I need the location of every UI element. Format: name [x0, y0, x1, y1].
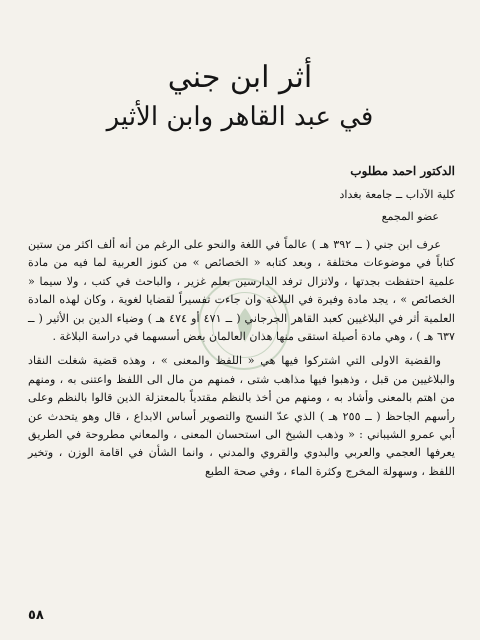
body-paragraph: عرف ابن جني ( ــ ٣٩٢ هـ ) عالماً في اللغة والنحو على الرغم من أنه ألف اكثر من ستين كتاباً في موضوعات مختلفة ، وبعد كتابه « الخصائص » من كنوز العربية لما فيه من مادة علمية احتفظت بجدتها ، ولاتزال ترفد الدارسين بعلم غزير ، والباحث في كتب ، ولا سيما « الخصائص » ، يجد مادة وفيرة في البلاغة وان جاءت تفسيراً لقضايا لغوية ، وكان لهذه المادة العلمية أثر في البلاغيين كعبد القاهر الجرجاني ( ــ ٤٧١ أو ٤٧٤ هـ ) وضياء الدين بن الأثير ( ــ ٦٣٧ هـ ) ، وهي مادة أصيلة استقى منها هذان العالمان بعض أسسهما في دراسة البلاغة . — [28, 238, 455, 344]
body-paragraph: والقضية الاولى التي اشتركوا فيها هي « اللفظ والمعنى » ، وهذه قضية شغلت النقاد والبلاغيين من قبل ، وذهبوا فيها مذاهب شتى ، فمنهم من مال الى اللفظ واعتنى به ، ومنهم من اهتم بالمعنى وأشاد به ، ومنهم من أخذ بالنظم مقتدياً بالمعتزلة الذين قالوا بالنظم وعلى رأسهم الجاحظ ( ــ ٢٥٥ هـ ) الذي عدّ النسج والتصوير أساس الابداع ، قال وهو يتحدث عن أبي عمرو الشيباني : « وذهب الشيخ الى استحسان المعنى ، والمعاني مطروحة في الطريق يعرفها العجمي والعربي والبدوي والقروي والمدني ، وانما الشأن في اقامة الوزن ، وتخير اللفظ ، وسهولة المخرج وكثرة الماء ، وفي صحة الطبع — [28, 354, 455, 478]
author-membership: عضو المجمع — [381, 210, 439, 223]
author-name: الدكتور احمد مطلوب — [350, 164, 455, 178]
author-affiliation: كلية الآداب ــ جامعة بغداد — [339, 188, 455, 201]
article-body — [28, 236, 455, 481]
page-number: ٥٨ — [28, 608, 44, 623]
article-title: أثر ابن جني — [167, 60, 313, 95]
article-subtitle: في عبد القاهر وابن الأثير — [106, 102, 374, 132]
